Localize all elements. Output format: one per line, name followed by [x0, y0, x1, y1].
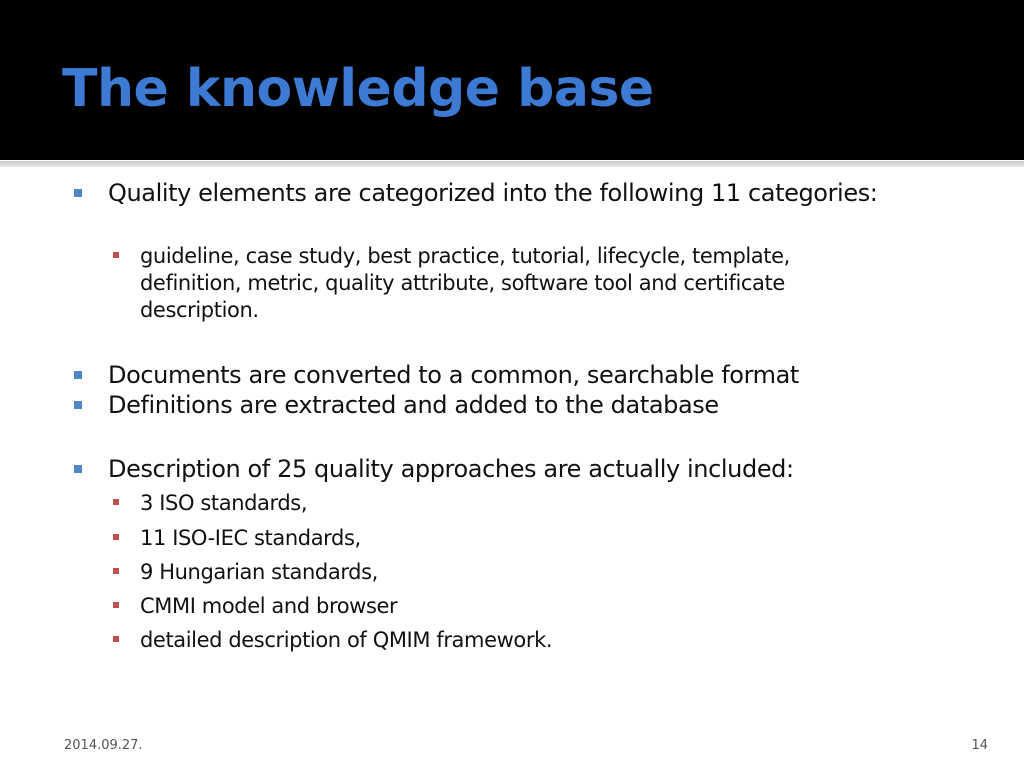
sub-bullet-item: [140, 593, 397, 620]
sub-bullet-text: guideline, case study, best practice, tutorial, lifecycle, template, definition, metric, quality attribute, software tool and certificate description.: [140, 244, 790, 322]
sub-bullet-text: 11 ISO-IEC standards,: [140, 526, 361, 550]
square-bullet-icon: [74, 401, 82, 409]
square-bullet-icon: [113, 568, 119, 574]
square-bullet-icon: [74, 465, 82, 473]
bullet-text: Quality elements are categorized into the following 11 categories:: [108, 179, 878, 207]
bullet-item: [108, 390, 719, 420]
sub-bullet-text: CMMI model and browser: [140, 594, 398, 618]
sub-bullet-text: detailed description of QMIM framework.: [140, 628, 553, 652]
square-bullet-icon: [74, 189, 82, 197]
sub-bullet-item: [140, 490, 307, 517]
slide-title: The knowledge base: [62, 59, 654, 119]
bullet-item: [108, 454, 794, 484]
bullet-text: Documents are converted to a common, searchable format: [108, 361, 799, 389]
bullet-item: [108, 178, 877, 208]
sub-bullet-item: [140, 525, 361, 552]
bullet-text: Definitions are extracted and added to the database: [108, 391, 719, 419]
square-bullet-icon: [74, 371, 82, 379]
square-bullet-icon: [113, 636, 119, 642]
sub-bullet-item: [140, 559, 378, 586]
bullet-text: Description of 25 quality approaches are actually included:: [108, 455, 794, 483]
sub-bullet-text: 3 ISO standards,: [140, 491, 308, 515]
square-bullet-icon: [113, 534, 119, 540]
sub-bullet-item: [140, 243, 890, 324]
sub-bullet-item: [140, 627, 552, 654]
square-bullet-icon: [113, 252, 119, 258]
bullet-item: [108, 360, 799, 390]
footer-date: 2014.09.27.: [64, 738, 143, 753]
page-number: 14: [971, 738, 988, 753]
sub-bullet-text: 9 Hungarian standards,: [140, 560, 378, 584]
square-bullet-icon: [113, 602, 119, 608]
square-bullet-icon: [113, 499, 119, 505]
